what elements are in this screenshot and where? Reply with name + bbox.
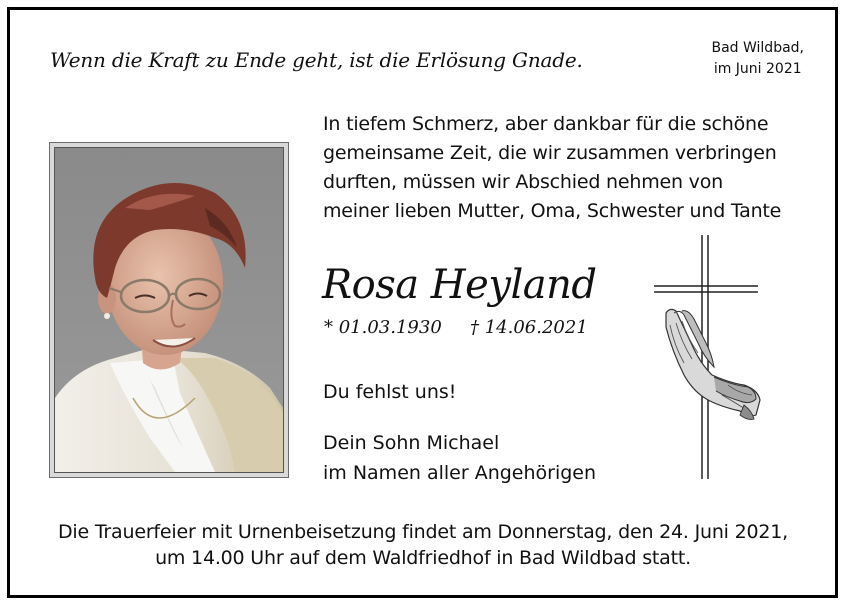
date-text: im Juni 2021	[713, 61, 802, 77]
portrait-illustration	[55, 148, 283, 472]
birth-date: * 01.03.1930	[324, 317, 442, 338]
intro-text	[323, 110, 823, 226]
intro-line: meiner lieben Mutter, Oma, Schwester und Tante	[323, 200, 782, 222]
intro-line: In tiefem Schmerz, aber dankbar für die schöne	[323, 113, 769, 135]
deceased-name: Rosa Heyland	[322, 262, 597, 308]
signature-line: im Namen aller Angehörigen	[323, 462, 597, 484]
death-date: † 14.06.2021	[470, 317, 588, 338]
portrait-photo	[54, 147, 284, 473]
cross-graphic	[652, 235, 764, 479]
signature-line: Dein Sohn Michael	[323, 432, 500, 454]
ceremony-line: Die Trauerfeier mit Urnenbeisetzung findet am Donnerstag, den 24. Juni 2021,	[57, 521, 788, 543]
portrait-frame	[49, 142, 289, 478]
signature	[323, 428, 596, 488]
cross-praying-hands-icon	[652, 235, 764, 479]
place-text: Bad Wildbad,	[711, 40, 804, 56]
ceremony-info	[30, 519, 816, 571]
intro-line: gemeinsame Zeit, die wir zusammen verbringen	[323, 142, 777, 164]
intro-line: durften, müssen wir Abschied nehmen von	[323, 171, 723, 193]
ceremony-line: um 14.00 Uhr auf dem Waldfriedhof in Bad Wildbad statt.	[155, 547, 691, 569]
praying-hands-icon	[666, 309, 760, 419]
farewell-text: Du fehlst uns!	[323, 381, 457, 403]
motto-quote: Wenn die Kraft zu Ende geht, ist die Erlösung Gnade.	[50, 48, 583, 72]
place-date	[711, 38, 804, 80]
